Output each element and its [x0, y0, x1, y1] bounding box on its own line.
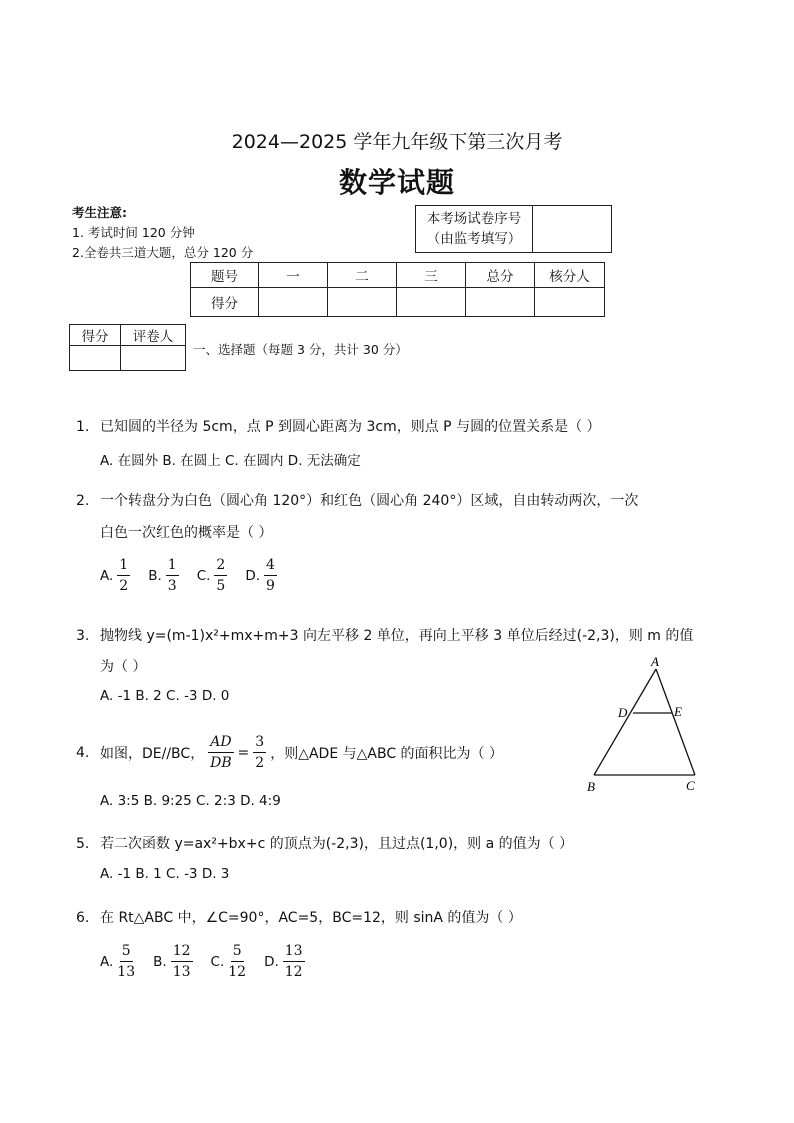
numerator: 3: [253, 734, 266, 753]
grader-name-cell[interactable]: [121, 346, 186, 371]
score-header-cell: 一: [259, 263, 328, 288]
fraction: [208, 734, 233, 772]
equals-sign: =: [237, 745, 250, 761]
numerator: 5: [231, 943, 244, 962]
score-header-cell: 二: [328, 263, 397, 288]
section-heading: 一、选择题（每题 3 分，共计 30 分）: [193, 342, 408, 357]
denominator: 3: [167, 578, 177, 594]
question-number: 5.: [76, 836, 90, 852]
denominator: DB: [210, 755, 232, 771]
serial-label-line-1: 本考场试卷序号: [426, 211, 522, 227]
option-label: C.: [210, 954, 225, 970]
grader-score-cell[interactable]: [70, 346, 121, 371]
score-header-cell: 题号: [191, 263, 259, 288]
option-d: [245, 557, 281, 595]
option-label: B.: [153, 954, 167, 970]
score-cell[interactable]: [328, 288, 397, 317]
question-number: 4.: [76, 745, 90, 761]
grader-score-label: 得分: [70, 325, 121, 346]
denominator: 9: [266, 578, 275, 594]
score-cell[interactable]: [259, 288, 328, 317]
question-number: 2.: [76, 493, 90, 509]
option-c: [197, 557, 232, 595]
numerator: 12: [171, 943, 193, 962]
score-header-cell: 三: [397, 263, 466, 288]
denominator: 2: [119, 578, 129, 594]
question-text: 已知圆的半径为 5cm，点 P 到圆心距离为 3cm，则点 P 与圆的位置关系是（ ）: [100, 419, 601, 435]
question-number: 3.: [76, 628, 90, 644]
side-ab: [594, 669, 656, 775]
serial-label-line-2: （由监考填写）: [426, 231, 522, 247]
question-number: 1.: [76, 419, 90, 435]
numerator: 2: [214, 557, 227, 576]
serial-value-cell[interactable]: [533, 206, 612, 253]
question-text-before: 如图，DE//BC，: [100, 746, 205, 762]
denominator: 2: [255, 755, 265, 771]
fraction: [117, 557, 130, 595]
fraction: [253, 734, 266, 772]
fraction: [228, 943, 246, 981]
option-label: A.: [100, 568, 114, 584]
question-3-line-2: 为（ ）: [100, 659, 147, 675]
fraction: [264, 557, 277, 595]
question-1: [76, 416, 601, 436]
question-3-options: A. -1 B. 2 C. -3 D. 0: [100, 688, 230, 704]
numerator: 1: [117, 557, 130, 576]
option-b: [148, 557, 182, 595]
question-text: 在 Rt△ABC 中，∠C=90°，AC=5，BC=12，则 sinA 的值为（ ）: [100, 910, 522, 926]
question-text-after: ，则△ADE 与△ABC 的面积比为（ ）: [270, 746, 504, 762]
fraction: [171, 943, 193, 981]
numerator: 1: [166, 557, 179, 576]
denominator: 5: [216, 578, 226, 594]
score-cell[interactable]: [397, 288, 466, 317]
label-c: C: [686, 778, 695, 793]
side-ac: [656, 669, 695, 775]
option-label: C.: [196, 568, 211, 584]
notes-line-2: 2.全卷共三道大题，总分 120 分: [72, 245, 254, 260]
question-5: [76, 833, 573, 853]
option-label: D.: [245, 568, 261, 584]
option-label: B.: [148, 568, 162, 584]
option-label: A.: [100, 954, 114, 970]
option-b: [153, 943, 196, 981]
question-6-options: [100, 943, 323, 981]
question-1-options: A. 在圆外 B. 在圆上 C. 在圆内 D. 无法确定: [100, 453, 361, 469]
question-4: [76, 734, 503, 772]
numerator: 5: [120, 943, 133, 962]
option-label: D.: [264, 954, 279, 970]
score-cell[interactable]: [535, 288, 605, 317]
score-table-header-row: [191, 263, 605, 288]
option-a: [100, 557, 134, 595]
question-2-line-2: 白色一次红色的概率是（ ）: [100, 525, 273, 541]
fraction: [214, 557, 227, 595]
serial-label: [416, 206, 533, 253]
question-2: [76, 490, 638, 510]
option-a: [100, 943, 139, 981]
denominator: 12: [284, 964, 303, 980]
option-d: [264, 943, 309, 981]
score-header-cell: 核分人: [535, 263, 605, 288]
label-e: E: [674, 704, 682, 719]
label-d: D: [618, 705, 628, 720]
question-4-options: A. 3:5 B. 9:25 C. 2:3 D. 4:9: [100, 793, 281, 809]
score-table-score-row: [191, 288, 605, 317]
option-c: [211, 943, 251, 981]
section-grader-box: [69, 324, 186, 371]
exam-subtitle: 数学试题: [338, 166, 455, 199]
question-2-options: [100, 557, 295, 595]
label-b: B: [587, 779, 595, 794]
triangle-figure: [580, 652, 710, 800]
score-header-cell: 总分: [466, 263, 535, 288]
denominator: 13: [172, 964, 191, 980]
score-row-label: 得分: [191, 288, 259, 317]
candidate-notes: [72, 203, 253, 263]
notes-heading: 考生注意:: [72, 205, 127, 220]
exam-title: 2024—2025 学年九年级下第三次月考: [231, 131, 563, 153]
denominator: 13: [117, 964, 136, 980]
serial-number-box: [415, 205, 612, 253]
label-a: A: [651, 654, 659, 669]
score-cell[interactable]: [466, 288, 535, 317]
question-text: 抛物线 y=(m-1)x²+mx+m+3 向左平移 2 单位，再向上平移 3 单位后经过(-2,3)，则 m 的值: [100, 628, 694, 644]
notes-line-1: 1. 考试时间 120 分钟: [72, 225, 195, 240]
question-6: [76, 907, 522, 927]
numerator: 13: [283, 943, 305, 962]
numerator: 4: [264, 557, 277, 576]
numerator: AD: [208, 734, 233, 753]
fraction: [283, 943, 305, 981]
score-table: [190, 262, 605, 317]
fraction: [117, 943, 135, 981]
question-text: 一个转盘分为白色（圆心角 120°）和红色（圆心角 240°）区域，自由转动两次，一次: [100, 493, 639, 509]
question-3: [76, 625, 693, 645]
question-number: 6.: [76, 910, 90, 926]
denominator: 12: [228, 964, 247, 980]
fraction: [166, 557, 179, 595]
question-text: 若二次函数 y=ax²+bx+c 的顶点为(-2,3)，且过点(1,0)，则 a 的值为（ ）: [100, 836, 574, 852]
question-5-options: A. -1 B. 1 C. -3 D. 3: [100, 866, 230, 882]
grader-name-label: 评卷人: [121, 325, 186, 346]
